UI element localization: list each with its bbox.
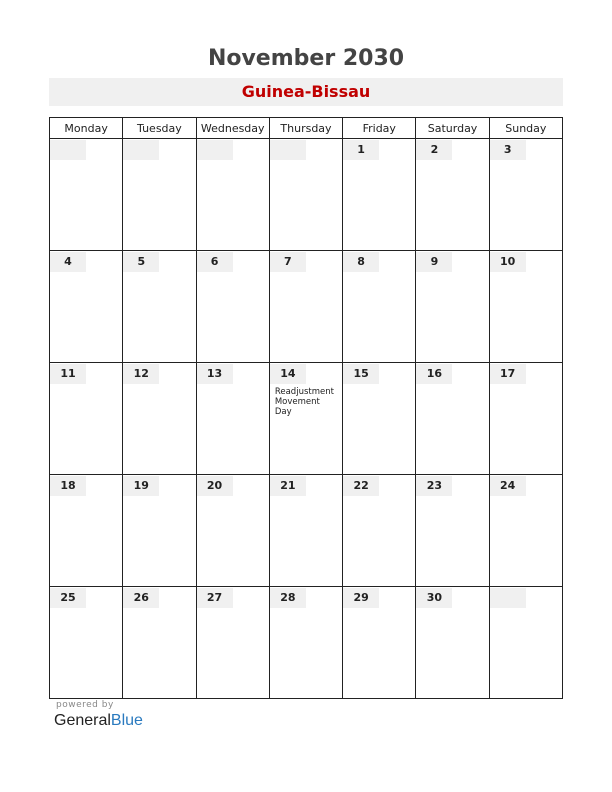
day-cell	[489, 139, 562, 251]
day-number: 19	[123, 476, 159, 496]
week-row	[50, 363, 563, 475]
weekday-header: Monday	[50, 118, 123, 139]
day-number: 30	[416, 588, 452, 608]
day-cell	[343, 587, 416, 699]
day-number: 18	[50, 476, 86, 496]
day-cell	[123, 251, 196, 363]
day-cell	[343, 475, 416, 587]
day-cell	[196, 475, 269, 587]
day-number: 12	[123, 364, 159, 384]
day-cell	[416, 251, 489, 363]
day-cell	[50, 139, 123, 251]
brand-blue: Blue	[110, 712, 143, 729]
weekday-header: Saturday	[416, 118, 489, 139]
day-cell	[196, 587, 269, 699]
day-cell	[269, 363, 342, 475]
day-number: 1	[343, 140, 379, 160]
day-cell	[269, 139, 342, 251]
week-row	[50, 475, 563, 587]
day-cell	[416, 363, 489, 475]
day-number: 5	[123, 252, 159, 272]
day-cell	[489, 587, 562, 699]
country-name: Guinea-Bissau	[49, 78, 563, 106]
day-cell	[50, 251, 123, 363]
day-number: 10	[490, 252, 526, 272]
weekday-header: Tuesday	[123, 118, 196, 139]
day-number: 7	[270, 252, 306, 272]
holiday-label: Readjustment Movement Day	[274, 387, 334, 417]
day-cell	[489, 475, 562, 587]
day-number: 4	[50, 252, 86, 272]
day-number: 21	[270, 476, 306, 496]
day-cell	[416, 139, 489, 251]
powered-by-text: powered by	[56, 700, 114, 710]
calendar-grid	[49, 117, 563, 699]
day-number: 28	[270, 588, 306, 608]
day-cell	[123, 139, 196, 251]
day-number: 6	[197, 252, 233, 272]
day-cell	[269, 587, 342, 699]
day-cell	[123, 587, 196, 699]
day-cell	[416, 587, 489, 699]
weekday-header-row	[50, 118, 563, 139]
day-number	[123, 140, 159, 160]
week-row	[50, 587, 563, 699]
day-cell	[50, 363, 123, 475]
day-number	[490, 588, 526, 608]
day-cell	[196, 251, 269, 363]
weekday-header: Sunday	[489, 118, 562, 139]
day-number: 24	[490, 476, 526, 496]
day-number: 14	[270, 364, 306, 384]
day-cell	[269, 251, 342, 363]
day-cell	[489, 363, 562, 475]
day-number: 20	[197, 476, 233, 496]
day-cell	[416, 475, 489, 587]
weekday-header: Friday	[343, 118, 416, 139]
weekday-header: Thursday	[269, 118, 342, 139]
day-cell	[50, 475, 123, 587]
day-cell	[269, 475, 342, 587]
day-number: 16	[416, 364, 452, 384]
day-number: 26	[123, 588, 159, 608]
day-number: 23	[416, 476, 452, 496]
day-number: 25	[50, 588, 86, 608]
calendar-title: November 2030	[207, 46, 405, 71]
day-cell	[196, 363, 269, 475]
day-cell	[343, 251, 416, 363]
day-number	[50, 140, 86, 160]
day-number: 3	[490, 140, 526, 160]
calendar-body	[50, 139, 563, 699]
day-number: 8	[343, 252, 379, 272]
brand-general: General	[54, 712, 111, 729]
day-number: 29	[343, 588, 379, 608]
day-cell	[196, 139, 269, 251]
day-number: 15	[343, 364, 379, 384]
day-number: 9	[416, 252, 452, 272]
day-number: 22	[343, 476, 379, 496]
day-number: 13	[197, 364, 233, 384]
day-number	[270, 140, 306, 160]
day-cell	[123, 363, 196, 475]
day-cell	[489, 251, 562, 363]
day-cell	[343, 363, 416, 475]
day-cell	[343, 139, 416, 251]
week-row	[50, 139, 563, 251]
day-number	[197, 140, 233, 160]
day-number: 11	[50, 364, 86, 384]
day-cell	[123, 475, 196, 587]
day-number: 27	[197, 588, 233, 608]
day-number: 17	[490, 364, 526, 384]
brand-logo	[54, 712, 143, 730]
week-row	[50, 251, 563, 363]
day-cell	[50, 587, 123, 699]
weekday-header: Wednesday	[196, 118, 269, 139]
day-number: 2	[416, 140, 452, 160]
